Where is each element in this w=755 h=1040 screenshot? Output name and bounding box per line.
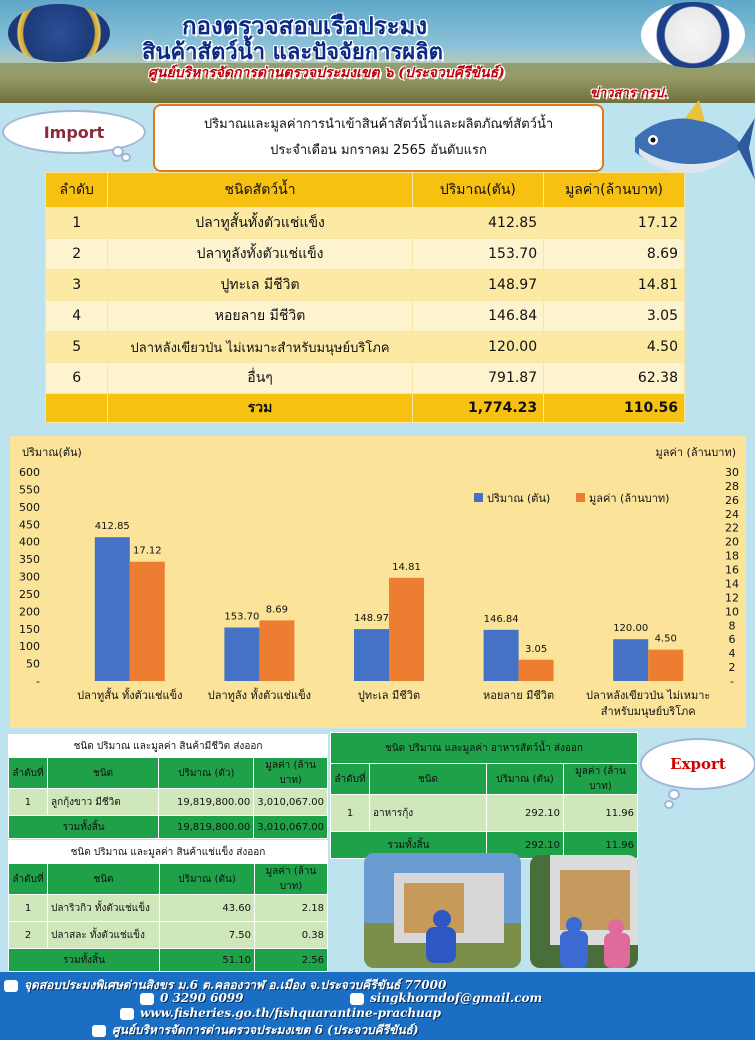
row-qty: 19,819,800.00: [159, 789, 254, 816]
row-no: 1: [9, 895, 48, 922]
y-tick-left: 250: [19, 587, 40, 601]
y-tick-right: -: [730, 675, 734, 688]
table-row: [46, 239, 685, 270]
row-value: 0.38: [255, 922, 328, 949]
y-tick-right: 14: [725, 577, 739, 591]
row-name: ปลาทูลังทั้งตัวแช่แข็ง: [108, 239, 412, 270]
y-tick-right: 8: [728, 619, 736, 633]
total-qty: 51.10: [160, 949, 255, 972]
report-title: ปริมาณและมูลค่าการนำเข้าสินค้าสัตว์น้ำและผลิตภัณฑ์สัตว์น้ำ: [203, 117, 554, 132]
table-row: [9, 895, 328, 922]
y-tick-left: 300: [19, 570, 40, 584]
y-tick-right: 22: [725, 521, 739, 535]
row-qty: 7.50: [160, 922, 255, 949]
footer-website[interactable]: [120, 1006, 441, 1020]
data-label: 412.85: [94, 521, 130, 533]
y-tick-right: 28: [725, 479, 739, 493]
bubble-dot: [664, 800, 674, 809]
fishery-inspection-logo: [641, 2, 745, 68]
report-subtitle: ประจำเดือน มกราคม 2565 อันดับแรก: [270, 143, 487, 158]
data-label: 17.12: [132, 545, 162, 557]
footer-phone: [140, 991, 244, 1005]
legend-entry: ปริมาณ (ตัน): [487, 492, 551, 505]
data-label: 153.70: [224, 611, 260, 623]
table-row: [46, 363, 685, 394]
bar-quantity: [484, 630, 519, 681]
total-label: รวมทั้งสิ้น: [331, 832, 487, 859]
data-label: 120.00: [613, 623, 649, 635]
inspection-photo-1: [364, 853, 521, 968]
row-qty: 153.70: [412, 239, 544, 270]
row-name: ปลาสละ ทั้งตัวแช่แข็ง: [48, 922, 160, 949]
footer-email[interactable]: [350, 991, 542, 1005]
y-tick-right: 10: [725, 605, 739, 619]
data-label: 148.97: [354, 613, 389, 625]
export-feed-table: [330, 732, 638, 859]
bar-quantity: [224, 627, 259, 681]
import-chart-panel: [10, 436, 746, 728]
y-axis-left-label: ปริมาณ(ตัน): [22, 446, 82, 459]
total-qty: 19,819,800.00: [159, 816, 254, 839]
header-qty: ปริมาณ (ตัน): [487, 764, 564, 795]
table-row: [9, 922, 328, 949]
x-tick-label: ปูทะเล มีชีวิต: [357, 689, 421, 702]
data-label: 3.05: [524, 643, 548, 655]
row-value: 11.96: [564, 795, 638, 832]
row-qty: 292.10: [487, 795, 564, 832]
table-header-row: [46, 173, 685, 208]
footer-phone-text: 0 3290 6099: [160, 991, 244, 1005]
row-value: 8.69: [544, 239, 685, 270]
row-no: 2: [9, 922, 48, 949]
report-title-box: [153, 104, 604, 172]
row-value: 4.50: [544, 332, 685, 363]
table-row: [46, 270, 685, 301]
y-tick-right: 12: [725, 591, 739, 605]
y-tick-right: 30: [725, 466, 739, 479]
export-bubble: [640, 738, 755, 790]
y-tick-left: 450: [19, 518, 40, 532]
row-qty: 791.87: [412, 363, 544, 394]
bar-value: [648, 650, 683, 681]
location-icon: [4, 980, 18, 992]
export-live-table: [8, 734, 328, 839]
bar-value: [389, 578, 424, 681]
header-title-2: สินค้าสัตว์น้ำ และปัจจัยการผลิต: [142, 39, 443, 65]
import-label: Import: [43, 122, 105, 142]
y-tick-left: 400: [19, 535, 40, 549]
row-qty: 148.97: [412, 270, 544, 301]
total-label: รวม: [108, 394, 412, 423]
table-row: [9, 789, 328, 816]
row-no: 2: [46, 239, 108, 270]
bar-quantity: [95, 537, 130, 681]
header-value: มูลค่า (ล้านบาท): [254, 758, 328, 789]
header-name: ชนิด: [370, 764, 487, 795]
y-tick-left: 550: [19, 483, 40, 497]
total-value: 110.56: [544, 394, 685, 423]
table-total-row: [9, 949, 328, 972]
web-icon: [120, 1008, 134, 1020]
y-tick-right: 20: [725, 535, 739, 549]
x-tick-label: ปลาทูสั้น ทั้งตัวแช่แข็ง: [77, 689, 183, 702]
row-value: 3,010,067.00: [254, 789, 328, 816]
row-value: 3.05: [544, 301, 685, 332]
bar-value: [519, 660, 554, 681]
header-name: ชนิด: [47, 758, 158, 789]
footer-website-link[interactable]: www.fisheries.go.th/fishquarantine-prachuap: [140, 1006, 442, 1020]
y-tick-right: 2: [728, 661, 736, 675]
row-name: หอยลาย มีชีวิต: [108, 301, 412, 332]
row-name: ปลาริวกิว ทั้งตัวแช่แข็ง: [48, 895, 160, 922]
bar-quantity: [613, 639, 648, 681]
import-chart: [10, 436, 746, 728]
x-tick-label: ปลาทูลัง ทั้งตัวแช่แข็ง: [207, 689, 312, 702]
y-tick-left: 500: [19, 500, 40, 514]
header-qty: ปริมาณ(ตัน): [412, 173, 544, 208]
y-axis-right-label: มูลค่า (ล้านบาท): [655, 446, 736, 459]
footer-facebook-link[interactable]: ศูนย์บริหารจัดการด่านตรวจประมงเขต 6 (ประจวบคีรีขันธ์): [112, 1023, 419, 1037]
import-bubble: [2, 110, 146, 154]
table-row: [46, 301, 685, 332]
row-qty: 43.60: [160, 895, 255, 922]
email-icon: [350, 993, 364, 1005]
x-tick-label: สำหรับมนุษย์บริโภค: [600, 705, 696, 718]
total-label: รวมทั้งสิ้น: [9, 949, 160, 972]
table-total-row: [9, 816, 328, 839]
facebook-icon: [92, 1025, 106, 1037]
y-tick-left: 350: [19, 553, 40, 567]
header-value: มูลค่า (ล้านบาท): [564, 764, 638, 795]
x-tick-label: ปลาหลังเขียวป่น ไม่เหมาะ: [586, 689, 711, 702]
row-name: อื่นๆ: [108, 363, 412, 394]
footer-facebook[interactable]: [92, 1021, 419, 1040]
row-name: ลูกกุ้งขาว มีชีวิต: [47, 789, 158, 816]
row-no: 5: [46, 332, 108, 363]
data-label: 4.50: [654, 633, 677, 645]
inspection-photo-2: [530, 855, 638, 968]
row-qty: 412.85: [412, 208, 544, 239]
row-no: 1: [9, 789, 48, 816]
y-tick-left: -: [36, 675, 40, 688]
x-tick-label: หอยลาย มีชีวิต: [482, 689, 555, 702]
row-name: อาหารกุ้ง: [370, 795, 487, 832]
footer-email-text[interactable]: singkhorndof@gmail.com: [370, 991, 543, 1005]
legend-entry: มูลค่า (ล้านบาท): [589, 492, 670, 505]
y-tick-right: 26: [725, 493, 739, 507]
export-frozen-caption: ชนิด ปริมาณ และมูลค่า สินค้าแช่แข็ง ส่งออก: [9, 841, 328, 864]
import-table: [45, 172, 685, 423]
row-value: 14.81: [544, 270, 685, 301]
phone-icon: [140, 993, 154, 1005]
y-tick-left: 50: [26, 657, 40, 671]
header-title-3: ศูนย์บริหารจัดการด่านตรวจประมงเขต ๖ (ประจวบคีรีขันธ์): [148, 65, 505, 81]
legend-swatch: [576, 493, 585, 502]
export-live-caption: ชนิด ปริมาณ และมูลค่า สินค้ามีชีวิต ส่งออก: [9, 735, 328, 758]
row-qty: 120.00: [412, 332, 544, 363]
header-value: มูลค่า(ล้านบาท): [544, 173, 685, 208]
legend-swatch: [474, 493, 483, 502]
y-tick-right: 6: [728, 633, 736, 647]
row-no: 6: [46, 363, 108, 394]
bar-value: [130, 562, 165, 681]
row-qty: 146.84: [412, 301, 544, 332]
y-tick-right: 24: [725, 507, 739, 521]
y-tick-right: 4: [728, 647, 736, 661]
bubble-dot: [668, 789, 680, 800]
total-value: 11.96: [564, 832, 638, 859]
table-total-row: [46, 394, 685, 423]
total-qty: 1,774.23: [412, 394, 544, 423]
department-seal-logo: [8, 4, 110, 62]
header-news-label: ข่าวสาร กรป.: [590, 86, 668, 101]
header-no: ลำดับที่: [331, 764, 370, 795]
data-label: 146.84: [483, 613, 519, 625]
footer: [0, 972, 755, 1040]
y-tick-left: 100: [19, 640, 40, 654]
header-qty: ปริมาณ (ตัน): [160, 864, 255, 895]
total-value: 3,010,067.00: [254, 816, 328, 839]
header-name: ชนิด: [48, 864, 160, 895]
data-label: 8.69: [265, 604, 289, 616]
header-no: ลำดับ: [46, 173, 108, 208]
export-frozen-table: [8, 840, 328, 972]
table-row: [331, 795, 638, 832]
row-no: 3: [46, 270, 108, 301]
row-name: ปูทะเล มีชีวิต: [108, 270, 412, 301]
bubble-dot: [121, 153, 131, 162]
total-label: รวมทั้งสิ้น: [9, 816, 159, 839]
row-name: ปลาทูสั้นทั้งตัวแช่แข็ง: [108, 208, 412, 239]
row-no: 1: [331, 795, 370, 832]
row-name: ปลาหลังเขียวป่น ไม่เหมาะสำหรับมนุษย์บริโภค: [108, 332, 412, 363]
header-value: มูลค่า (ล้านบาท): [255, 864, 328, 895]
header-qty: ปริมาณ (ตัว): [159, 758, 254, 789]
bar-quantity: [354, 629, 389, 681]
header-no: ลำดับที่: [9, 864, 48, 895]
table-row: [46, 208, 685, 239]
header-banner: [0, 0, 755, 103]
data-label: 14.81: [392, 561, 421, 573]
header-name: ชนิดสัตว์น้ำ: [108, 173, 412, 208]
total-spacer: [46, 394, 108, 423]
header-no: ลำดับที่: [9, 758, 48, 789]
y-tick-left: 600: [19, 466, 40, 479]
row-value: 62.38: [544, 363, 685, 394]
row-no: 1: [46, 208, 108, 239]
row-no: 4: [46, 301, 108, 332]
y-tick-left: 200: [19, 605, 40, 619]
row-value: 2.18: [255, 895, 328, 922]
y-tick-right: 16: [725, 563, 739, 577]
table-row: [46, 332, 685, 363]
row-value: 17.12: [544, 208, 685, 239]
export-label: Export: [670, 755, 726, 773]
export-feed-caption: ชนิด ปริมาณ และมูลค่า อาหารสัตว์น้ำ ส่งออก: [331, 733, 638, 764]
total-value: 2.56: [255, 949, 328, 972]
total-qty: 292.10: [487, 832, 564, 859]
y-tick-right: 18: [725, 549, 739, 563]
footer-address-text: จุดสอบประมงพิเศษด่านสิงขร ม.6 ต.คลองวาฬ อ.เมือง จ.ประจวบคีรีขันธ์ 77000: [24, 978, 447, 992]
header-title-1: กองตรวจสอบเรือประมง: [182, 11, 428, 40]
bar-value: [259, 620, 294, 681]
y-tick-left: 150: [19, 622, 40, 636]
